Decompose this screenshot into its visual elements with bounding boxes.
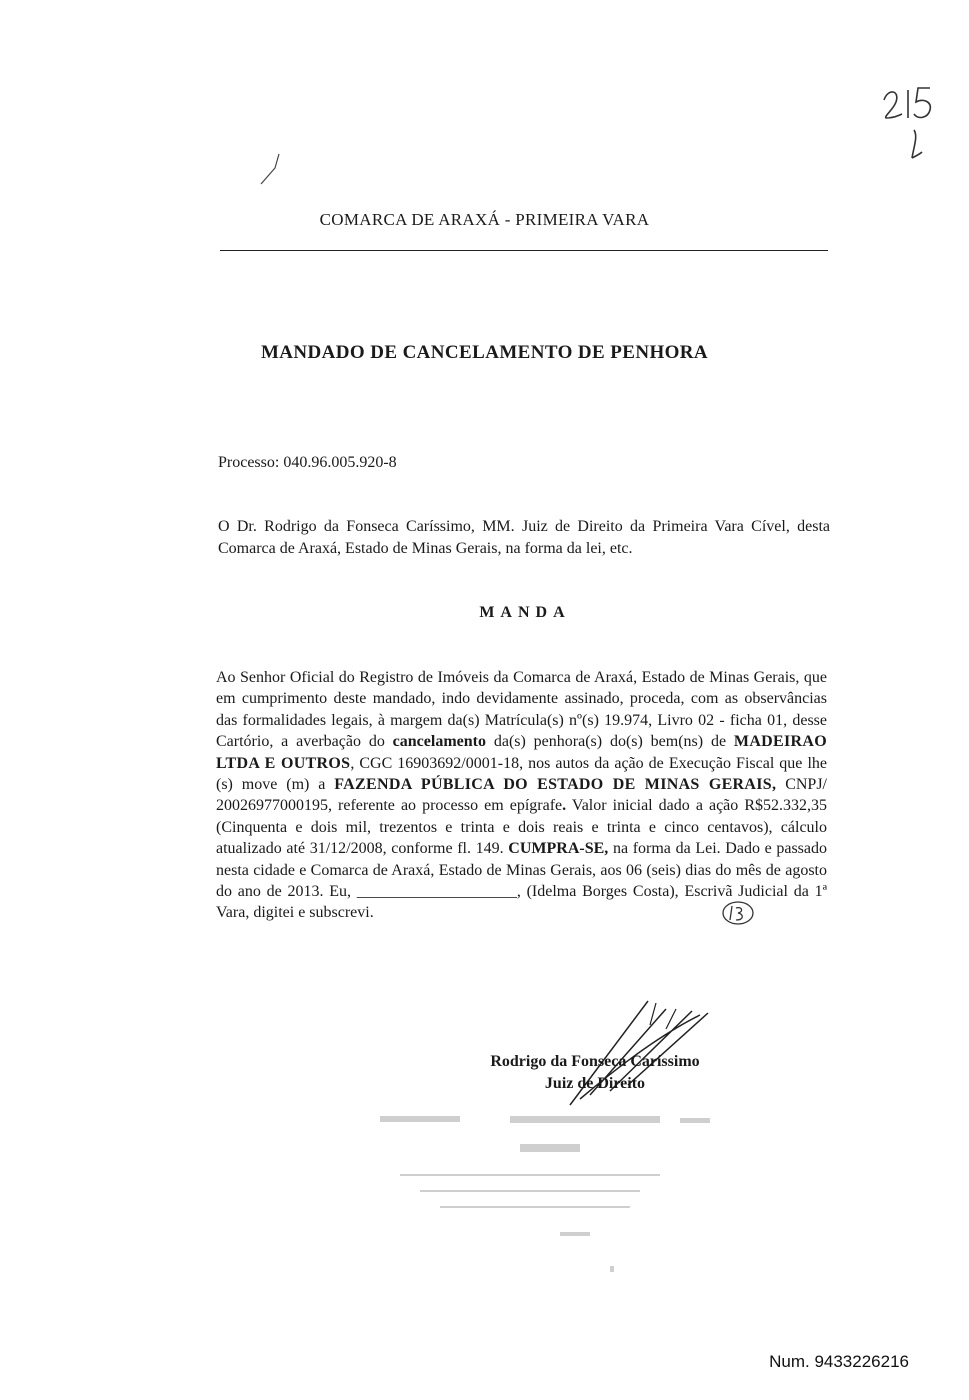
body-text-4: CNPJ/ 20026977000195, referente ao processo em epígrafe: [216, 776, 828, 815]
faded-stamp: [380, 1110, 720, 1300]
header-divider: [220, 250, 828, 251]
cancelamento-word: cancelamento: [392, 733, 486, 751]
handwritten-initials: [718, 898, 758, 928]
signer-role: Juiz de Direito: [544, 1075, 646, 1092]
body-text-1: Ao Senhor Oficial do Registro de Imóveis da Comarca de Araxá, Estado de Minas Gerais, que em cumprimento deste mandado, indo devidamente assinado, proceda, com as observâncias das formalidades legais, à margem da(s) Matrícula(s) nº(s) 19.974, Livro 02 - ficha 01, desse Cartório, a averbação do: [216, 669, 827, 751]
body-dot: .: [562, 797, 567, 815]
manda-heading: MANDA: [479, 604, 571, 621]
creditor-name: FAZENDA PÚBLICA DO ESTADO DE MINAS GERAIS,: [334, 776, 777, 794]
court-header: COMARCA DE ARAXÁ - PRIMEIRA VARA: [319, 210, 650, 229]
handwritten-page-number: [878, 78, 948, 168]
body-paragraph: [216, 667, 827, 924]
tick-mark: [255, 150, 285, 190]
process-number: Processo: 040.96.005.920-8: [218, 454, 397, 471]
body-text-7: , (Idelma Borges Costa), Escrivã Judicial da 1ª Vara, digitei e subscrevi.: [216, 883, 827, 922]
cumpra-se-word: CUMPRA-SE,: [508, 840, 609, 858]
body-text-2: da(s) penhora(s) do(s) bem(ns) de: [485, 733, 734, 751]
document-title: MANDADO DE CANCELAMENTO DE PENHORA: [260, 342, 709, 363]
body-text-6: na forma da Lei. Dado e passado nesta cidade e Comarca de Araxá, Estado de Minas Gerais, aos 06 (seis) dias do mês de agosto do ano de 2013. Eu,: [216, 840, 828, 901]
debtor-name: MADEIRAO LTDA E OUTROS: [216, 733, 827, 772]
body-text-3: , CGC 16903692/0001-18, nos autos da ação de Execução Fiscal que lhe (s) move (m) a: [216, 754, 827, 794]
body-text-5: Valor inicial dado a ação R$52.332,35 (Cinquenta e dois mil, trezentos e trinta e dois reais e trinta e cinco centavos), cálculo atualizado até 31/12/2008, conforme fl. 149.: [216, 797, 828, 858]
document-number: Num. 9433226216: [769, 1352, 909, 1371]
signer-name: Rodrigo da Fonseca Caríssimo: [490, 1053, 700, 1070]
signature-blank: ____________________: [356, 883, 517, 901]
intro-paragraph: O Dr. Rodrigo da Fonseca Caríssimo, MM. Juiz de Direito da Primeira Vara Cível, desta Comarca de Araxá, Estado de Minas Gerais, na forma da lei, etc.: [218, 518, 830, 557]
